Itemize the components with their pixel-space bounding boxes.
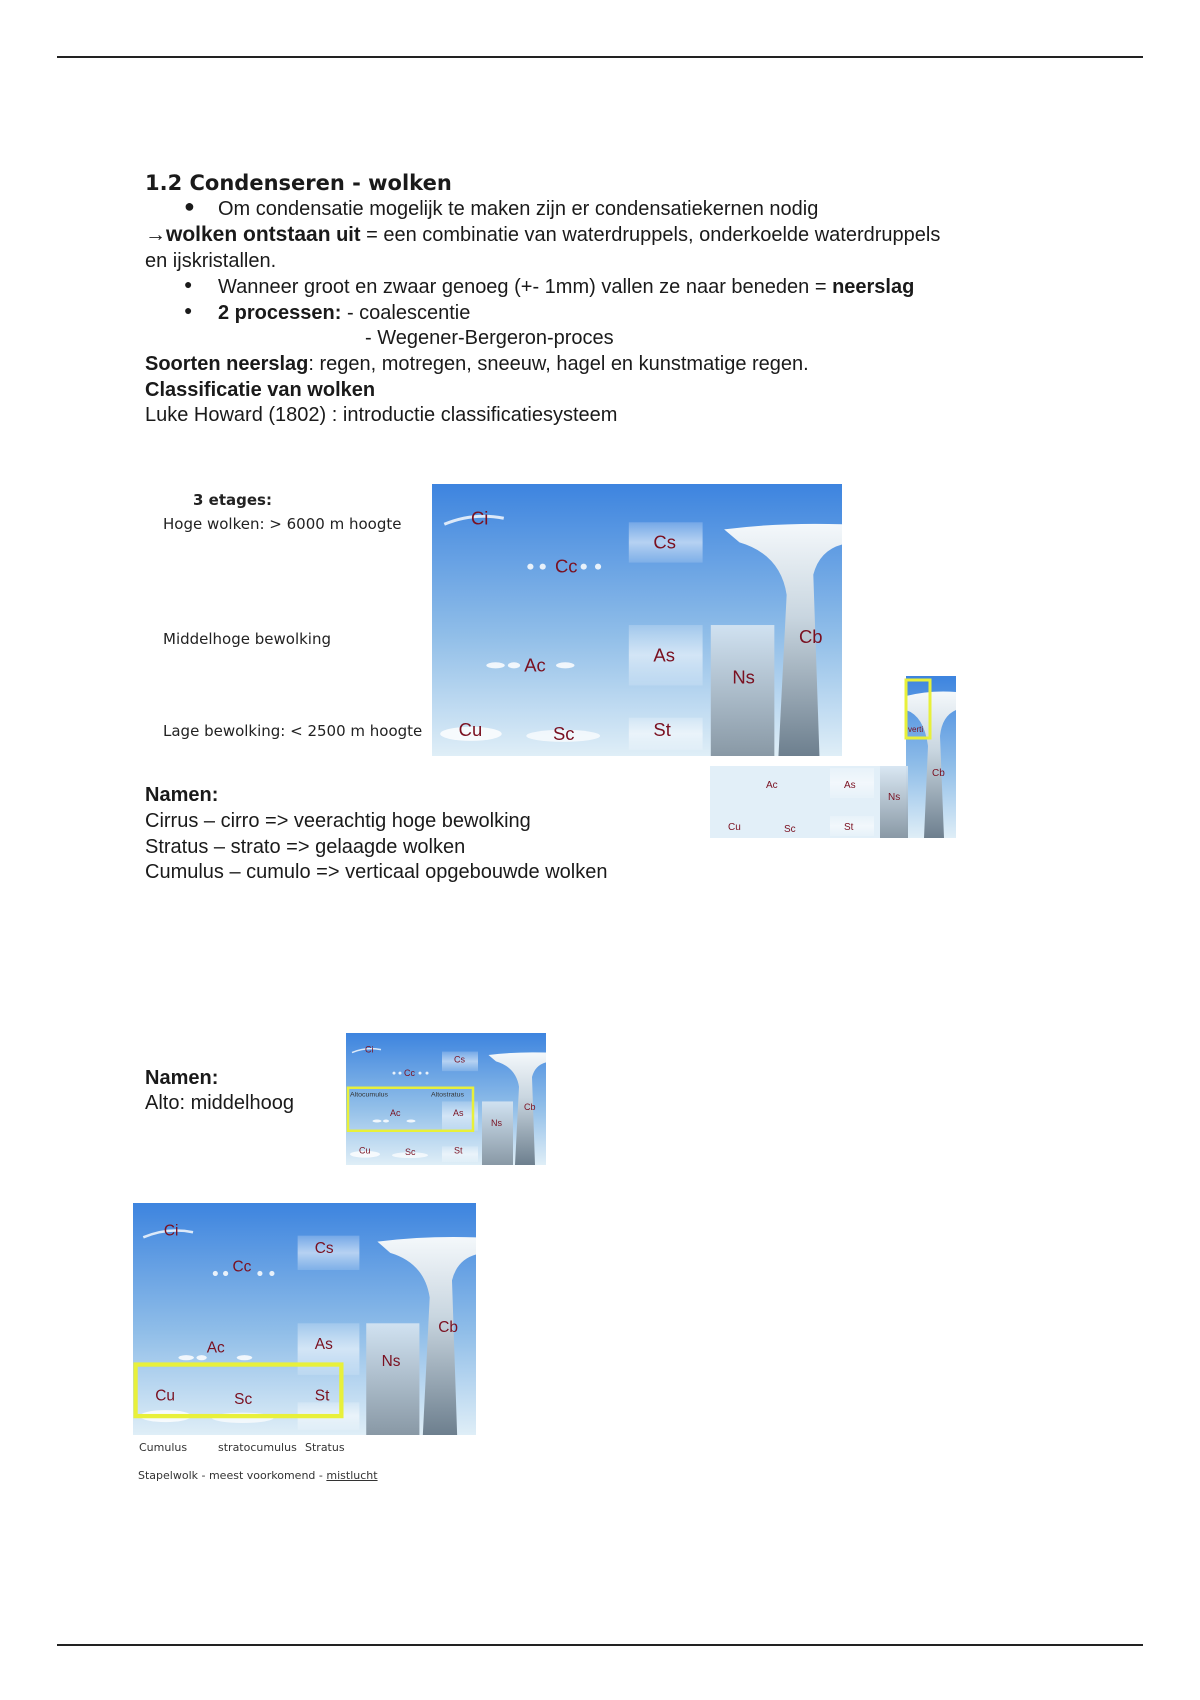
fig1-hoge: Hoge wolken: > 6000 m hoogte (163, 515, 402, 533)
alto-label-ns: Ns (491, 1117, 502, 1128)
crop-label-ac: Ac (766, 780, 778, 791)
fig4-stapelwolk: Stapelwolk (138, 1469, 198, 1482)
arrow-bold: →wolken ontstaan (145, 223, 331, 246)
crop-label-cu: Cu (728, 822, 741, 833)
bullet-2-bold: neerslag (832, 276, 915, 298)
header-rule (57, 56, 1143, 58)
fig1-etages: 3 etages: (193, 491, 272, 509)
low-label-st: St (314, 1387, 330, 1405)
crop-label-as: As (844, 780, 856, 791)
cloud-diagram-alto (346, 1033, 546, 1165)
arrow-cont: en ijskristallen. (145, 250, 277, 272)
bullet-2 (218, 274, 914, 300)
label-cu: Cu (458, 718, 483, 740)
bullet-dot-2: ● (184, 276, 193, 292)
bullet-dot-3: ● (184, 302, 193, 318)
alto-label-cc: Cc (404, 1068, 415, 1078)
fig4-sep2: - (315, 1469, 327, 1482)
low-label-ci: Ci (163, 1222, 179, 1240)
alto-altocumulus: Altocumulus (350, 1091, 389, 1099)
bullet-3-text: - coalescentie (341, 302, 471, 324)
fig4-stratocumulus: stratocumulus (218, 1441, 297, 1454)
fig4-stratus: Stratus (305, 1441, 345, 1454)
classificatie-heading (145, 377, 375, 403)
fig1-lage: Lage bewolking: < 2500 m hoogte (163, 722, 423, 740)
bullet-1: Om condensatie mogelijk te maken zijn er condensatiekernen nodig (218, 198, 819, 220)
label-ci: Ci (470, 507, 489, 529)
label-cb: Cb (798, 626, 823, 648)
namen1-line1: Cirrus – cirro => veerachtig hoge bewolking (145, 810, 531, 832)
namen1-line3: Cumulus – cumulo => verticaal opgebouwde wolken (145, 861, 608, 883)
alto-label-cb: Cb (524, 1102, 536, 1113)
label-st: St (653, 718, 671, 740)
alto-label-cu: Cu (359, 1145, 371, 1156)
footer-rule (57, 1644, 1143, 1646)
crop-label-verti: verti (908, 725, 924, 734)
low-label-cu: Cu (155, 1387, 176, 1405)
fig4-caption (138, 1469, 378, 1482)
bullet-3-cont: - Wegener-Bergeron-proces (365, 327, 614, 349)
classificatie-bold: Classificatie van wolken (145, 379, 376, 401)
alto-altostratus: Altostratus (431, 1091, 465, 1099)
bullet-3 (218, 300, 470, 326)
low-label-sc: Sc (234, 1391, 253, 1409)
crop-label-cb: Cb (932, 768, 945, 779)
low-label-ac: Ac (206, 1339, 225, 1357)
namen2-heading-text: Namen: (145, 1067, 219, 1089)
fig1-middel: Middelhoge bewolking (163, 630, 331, 648)
low-label-ns: Ns (381, 1353, 401, 1371)
cloud-diagram-crop (710, 676, 956, 838)
namen2-heading (145, 1065, 218, 1091)
label-cs: Cs (653, 531, 676, 553)
alto-label-st: St (454, 1145, 463, 1156)
label-ac: Ac (524, 654, 546, 676)
namen1-line2: Stratus – strato => gelaagde wolken (145, 836, 466, 858)
arrow-rest: = een combinatie van waterdruppels, onderkoelde waterdruppels (360, 224, 941, 246)
crop-label-ns: Ns (888, 792, 901, 803)
fig4-cumulus: Cumulus (139, 1441, 188, 1454)
label-cc: Cc (555, 555, 578, 577)
namen1-heading (145, 782, 218, 808)
crop-label-sc: Sc (784, 824, 796, 835)
alto-label-as: As (453, 1108, 464, 1119)
soorten-text: : regen, motregen, sneeuw, hagel en kunstmatige regen. (308, 353, 809, 375)
arrow-line (145, 222, 940, 248)
alto-label-ci: Ci (365, 1044, 374, 1055)
low-label-as: As (314, 1336, 333, 1354)
fig4-mistlucht: mistlucht (326, 1469, 378, 1482)
section-title: 1.2 Condenseren - wolken (145, 171, 452, 195)
bullet-2-text: Wanneer groot en zwaar genoeg (+- 1mm) vallen ze naar beneden = (218, 276, 833, 298)
arrow-bold-2: uit (330, 224, 361, 246)
low-label-cb: Cb (438, 1318, 458, 1336)
fig4-sep1: - (198, 1469, 209, 1482)
alto-label-sc: Sc (405, 1147, 416, 1158)
bullet-3-bold: 2 processen: (218, 302, 342, 324)
namen1-heading-text: Namen: (145, 784, 219, 806)
soorten-neerslag (145, 351, 809, 377)
label-sc: Sc (552, 723, 575, 744)
crop-label-st: St (844, 822, 854, 833)
cloud-diagram-low (133, 1203, 476, 1435)
label-as: As (653, 644, 675, 666)
low-label-cs: Cs (314, 1239, 334, 1257)
alto-label-cs: Cs (454, 1054, 465, 1065)
howard-line: Luke Howard (1802) : introductie classificatiesysteem (145, 404, 618, 426)
soorten-bold: Soorten neerslag (145, 353, 309, 375)
bullet-dot-1: ● (184, 196, 195, 216)
low-label-cc: Cc (232, 1258, 252, 1276)
label-ns: Ns (732, 666, 755, 688)
fig4-meest: meest voorkomend (208, 1469, 316, 1482)
namen2-line1: Alto: middelhoog (145, 1092, 294, 1114)
alto-label-ac: Ac (390, 1108, 401, 1119)
